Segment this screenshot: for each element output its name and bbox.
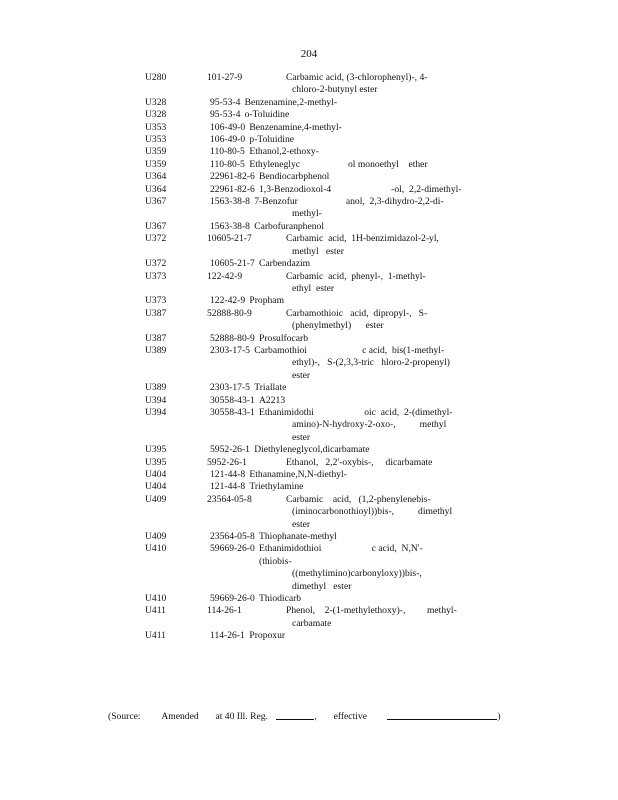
waste-code: U328: [145, 96, 167, 108]
table-row: [0, 481, 618, 493]
cas-number: 2303-17-5: [210, 382, 250, 394]
waste-code: U373: [145, 270, 167, 282]
chemical-name-continuation: ester: [292, 431, 311, 443]
waste-code: U409: [145, 531, 167, 543]
table-row: [0, 593, 618, 605]
chemical-name: [245, 109, 462, 121]
waste-code: U395: [145, 456, 167, 468]
chemical-name: [249, 481, 462, 493]
chemical-name-continuation: ((methylimino)carbonyloxy))bis-,: [292, 568, 422, 580]
chemical-name-line: p-Toluidine: [249, 134, 295, 146]
chemical-name-continuation: carbamate: [292, 617, 332, 629]
waste-code: U404: [145, 469, 167, 480]
chemical-name-continuation: chloro-2-butynyl ester: [292, 84, 378, 96]
waste-code: U372: [145, 233, 167, 245]
chemical-name-line: Benzenamine,2-methyl-: [244, 96, 338, 108]
table-row: [0, 72, 618, 97]
chemical-name-continuation: ethyl)-, S-(2,3,3-tric hloro-2-propenyl): [291, 357, 450, 369]
table-row: [0, 543, 618, 593]
waste-code: U280: [145, 72, 167, 83]
cas-number: 30558-43-1: [210, 394, 255, 406]
table-row: [0, 469, 618, 481]
chemical-name-line: Carbamic acid, phenyl-, 1-methyl-: [286, 270, 426, 282]
cas-number: 22961-82-6: [210, 171, 255, 183]
waste-code: U364: [145, 171, 167, 183]
waste-code: U373: [145, 295, 167, 307]
waste-code: U389: [145, 344, 167, 356]
chemical-name: [249, 122, 462, 134]
table-row: [0, 308, 618, 333]
cas-number: 22961-82-6: [210, 183, 255, 195]
waste-code: U411: [145, 630, 166, 642]
waste-code: U404: [145, 481, 167, 493]
chemical-name-continuation: ethyl ester: [292, 282, 335, 294]
cas-number: 110-80-5: [210, 146, 245, 158]
waste-code: U387: [145, 307, 167, 319]
chemical-name: [286, 233, 462, 258]
waste-code: U367: [145, 220, 167, 232]
chemical-name: [249, 134, 462, 146]
chemical-name-line: Carbamic acid, (3-chlorophenyl)-, 4-: [286, 72, 428, 83]
cas-number: 2303-17-5: [210, 344, 250, 356]
waste-code: U410: [145, 543, 167, 555]
hazardous-waste-table: [0, 72, 618, 643]
chemical-name: [254, 345, 462, 382]
waste-code: U353: [145, 134, 167, 146]
waste-code: U367: [145, 196, 167, 208]
chemical-name-line: Carbamothioi c acid, bis(1-methyl-: [254, 344, 445, 356]
chemical-name: [259, 543, 462, 593]
chemical-name-line: Carbendazim: [259, 258, 311, 270]
chemical-name: [249, 159, 462, 171]
table-row: [0, 494, 618, 531]
effective-date-blank: [387, 710, 497, 720]
table-row: [0, 605, 618, 630]
chemical-name: [254, 444, 462, 456]
chemical-name-line: Ethanimidothi oic acid, 2-(dimethyl-: [259, 406, 453, 418]
chemical-name-line: Carbamothioic acid, dipropyl-, S-: [286, 307, 428, 319]
chemical-name: [286, 494, 462, 531]
chemical-name-line: Benzenamine,4-methyl-: [249, 121, 342, 133]
chemical-name-line: Thiophanate-methyl: [259, 531, 337, 543]
chemical-name-line: Thiodicarb: [259, 593, 302, 605]
table-row: [0, 407, 618, 444]
chemical-name-line: Ethanimidothioi c acid, N,N'- (thiobis-: [259, 543, 430, 567]
cas-number: 30558-43-1: [210, 406, 255, 418]
chemical-name: [249, 295, 462, 307]
chemical-name-line: Triallate: [254, 382, 287, 394]
chemical-name-line: 7-Benzofur anol, 2,3-dihydro-2,2-di-: [254, 196, 444, 208]
cas-number: 5952-26-1: [207, 456, 247, 468]
table-row: [0, 295, 618, 307]
chemical-name: [286, 605, 462, 630]
cas-number: 110-80-5: [210, 158, 245, 170]
cas-number: 5952-26-1: [210, 444, 250, 456]
chemical-name: [254, 196, 462, 221]
cas-number: 1563-38-8: [210, 220, 250, 232]
chemical-name: [286, 308, 462, 333]
chemical-name: [286, 72, 462, 97]
chemical-name: [259, 333, 462, 345]
chemical-name: [286, 271, 462, 296]
cas-number: 114-26-1: [210, 630, 245, 642]
table-row: [0, 271, 618, 296]
chemical-name-line: Diethyleneglycol,dicarbamate: [254, 444, 370, 456]
chemical-name-line: Triethylamine: [249, 481, 304, 493]
chemical-name-line: Ethanol,2-ethoxy-: [249, 146, 319, 158]
waste-code: U409: [145, 493, 167, 505]
table-row: [0, 159, 618, 171]
chemical-name-line: o-Toluidine: [244, 109, 290, 121]
chemical-name-line: Carbamic acid, (1,2-phenylenebis-: [286, 493, 431, 505]
table-row: [0, 444, 618, 456]
waste-code: U328: [145, 109, 167, 121]
cas-number: 122-42-9: [210, 295, 246, 307]
cas-number: 52888-80-9: [210, 332, 255, 344]
source-close: ): [497, 711, 501, 722]
chemical-name: [259, 171, 462, 183]
chemical-name-continuation: (phenylmethyl) ester: [292, 320, 384, 332]
cas-number: 95-53-4: [210, 96, 241, 108]
chemical-name-continuation: dimethyl ester: [292, 580, 352, 592]
chemical-name-line: Ethyleneglyc ol monoethyl ether: [249, 158, 428, 170]
cas-number: 122-42-9: [207, 270, 243, 282]
chemical-name: [259, 184, 462, 196]
waste-code: U389: [145, 382, 167, 394]
table-row: [0, 395, 618, 407]
table-row: [0, 196, 618, 221]
cas-number: 10605-21-7: [210, 258, 255, 270]
cas-number: 52888-80-9: [207, 307, 252, 319]
waste-code: U359: [145, 146, 167, 158]
cas-number: 121-44-8: [210, 469, 246, 480]
table-row: [0, 134, 618, 146]
chemical-name: [254, 382, 462, 394]
cas-number: 106-49-0: [210, 121, 246, 133]
table-row: [0, 221, 618, 233]
waste-code: U372: [145, 258, 167, 270]
source-open: (Source:: [108, 711, 141, 722]
chemical-name-continuation: (iminocarbonothioyl))bis-, dimethyl: [292, 506, 453, 518]
chemical-name: [249, 630, 462, 642]
chemical-name-line: A2213: [259, 394, 286, 406]
table-row: [0, 382, 618, 394]
cas-number: 106-49-0: [210, 134, 246, 146]
chemical-name: [259, 395, 462, 407]
cas-number: 114-26-1: [207, 605, 242, 617]
table-row: [0, 146, 618, 158]
chemical-name-continuation: amino)-N-hydroxy-2-oxo-, methyl: [292, 419, 447, 431]
cas-number: 10605-21-7: [207, 233, 252, 245]
waste-code: U410: [145, 593, 167, 605]
table-row: [0, 345, 618, 382]
table-row: [0, 122, 618, 134]
chemical-name: [249, 146, 462, 158]
register-blank: [276, 710, 317, 722]
source-note: [108, 710, 501, 722]
chemical-name: [249, 469, 462, 481]
source-effective: effective: [333, 711, 367, 722]
chemical-name-line: Ethanol, 2,2'-oxybis-, dicarbamate: [286, 456, 433, 468]
chemical-name-line: Bendiocarbphenol: [259, 171, 330, 183]
chemical-name: [259, 407, 462, 444]
chemical-name-line: Carbofuranphenol: [254, 220, 324, 232]
table-row: [0, 333, 618, 345]
cas-number: 59669-26-0: [210, 543, 255, 555]
table-row: [0, 258, 618, 270]
chemical-name: [254, 221, 462, 233]
chemical-name-line: 1,3-Benzodioxol-4 -ol, 2,2-dimethyl-: [259, 183, 462, 195]
cas-number: 121-44-8: [210, 481, 246, 493]
chemical-name: [259, 258, 462, 270]
chemical-name-line: Propham: [249, 295, 285, 307]
chemical-name-line: Ethanamine,N,N-diethyl-: [249, 469, 347, 480]
chemical-name-continuation: ester: [291, 369, 311, 381]
cas-number: 101-27-9: [207, 72, 243, 83]
cas-number: 23564-05-8: [210, 531, 255, 543]
chemical-name: [286, 457, 462, 469]
source-amended: Amended: [161, 711, 199, 722]
chemical-name-continuation: ester: [292, 518, 311, 530]
waste-code: U353: [145, 121, 167, 133]
source-register: at 40 Ill. Reg.: [215, 711, 268, 722]
cas-number: 1563-38-8: [210, 196, 250, 208]
cas-number: 23564-05-8: [207, 493, 252, 505]
table-row: [0, 457, 618, 469]
waste-code: U394: [145, 406, 167, 418]
chemical-name-line: Propoxur: [249, 630, 286, 642]
table-row: [0, 233, 618, 258]
chemical-name: [259, 593, 462, 605]
chemical-name-continuation: methyl-: [291, 208, 322, 220]
chemical-name-line: Carbamic acid, 1H-benzimidazol-2-yl,: [286, 233, 439, 245]
chemical-name: [245, 97, 462, 109]
table-row: [0, 97, 618, 109]
waste-code: U359: [145, 158, 167, 170]
cas-number: 95-53-4: [210, 109, 241, 121]
page-number: 204: [300, 48, 318, 60]
waste-code: U364: [145, 183, 167, 195]
waste-code: U387: [145, 332, 167, 344]
source-comma: ,: [314, 711, 317, 722]
table-row: [0, 109, 618, 121]
chemical-name-continuation: methyl ester: [292, 245, 344, 257]
table-row: [0, 531, 618, 543]
chemical-name-line: Prosulfocarb: [259, 332, 309, 344]
table-row: [0, 171, 618, 183]
table-row: [0, 184, 618, 196]
waste-code: U411: [145, 605, 166, 617]
table-row: [0, 630, 618, 642]
cas-number: 59669-26-0: [210, 593, 255, 605]
waste-code: U394: [145, 394, 167, 406]
chemical-name: [259, 531, 462, 543]
waste-code: U395: [145, 444, 167, 456]
chemical-name-line: Phenol, 2-(1-methylethoxy)-, methyl-: [286, 605, 457, 617]
